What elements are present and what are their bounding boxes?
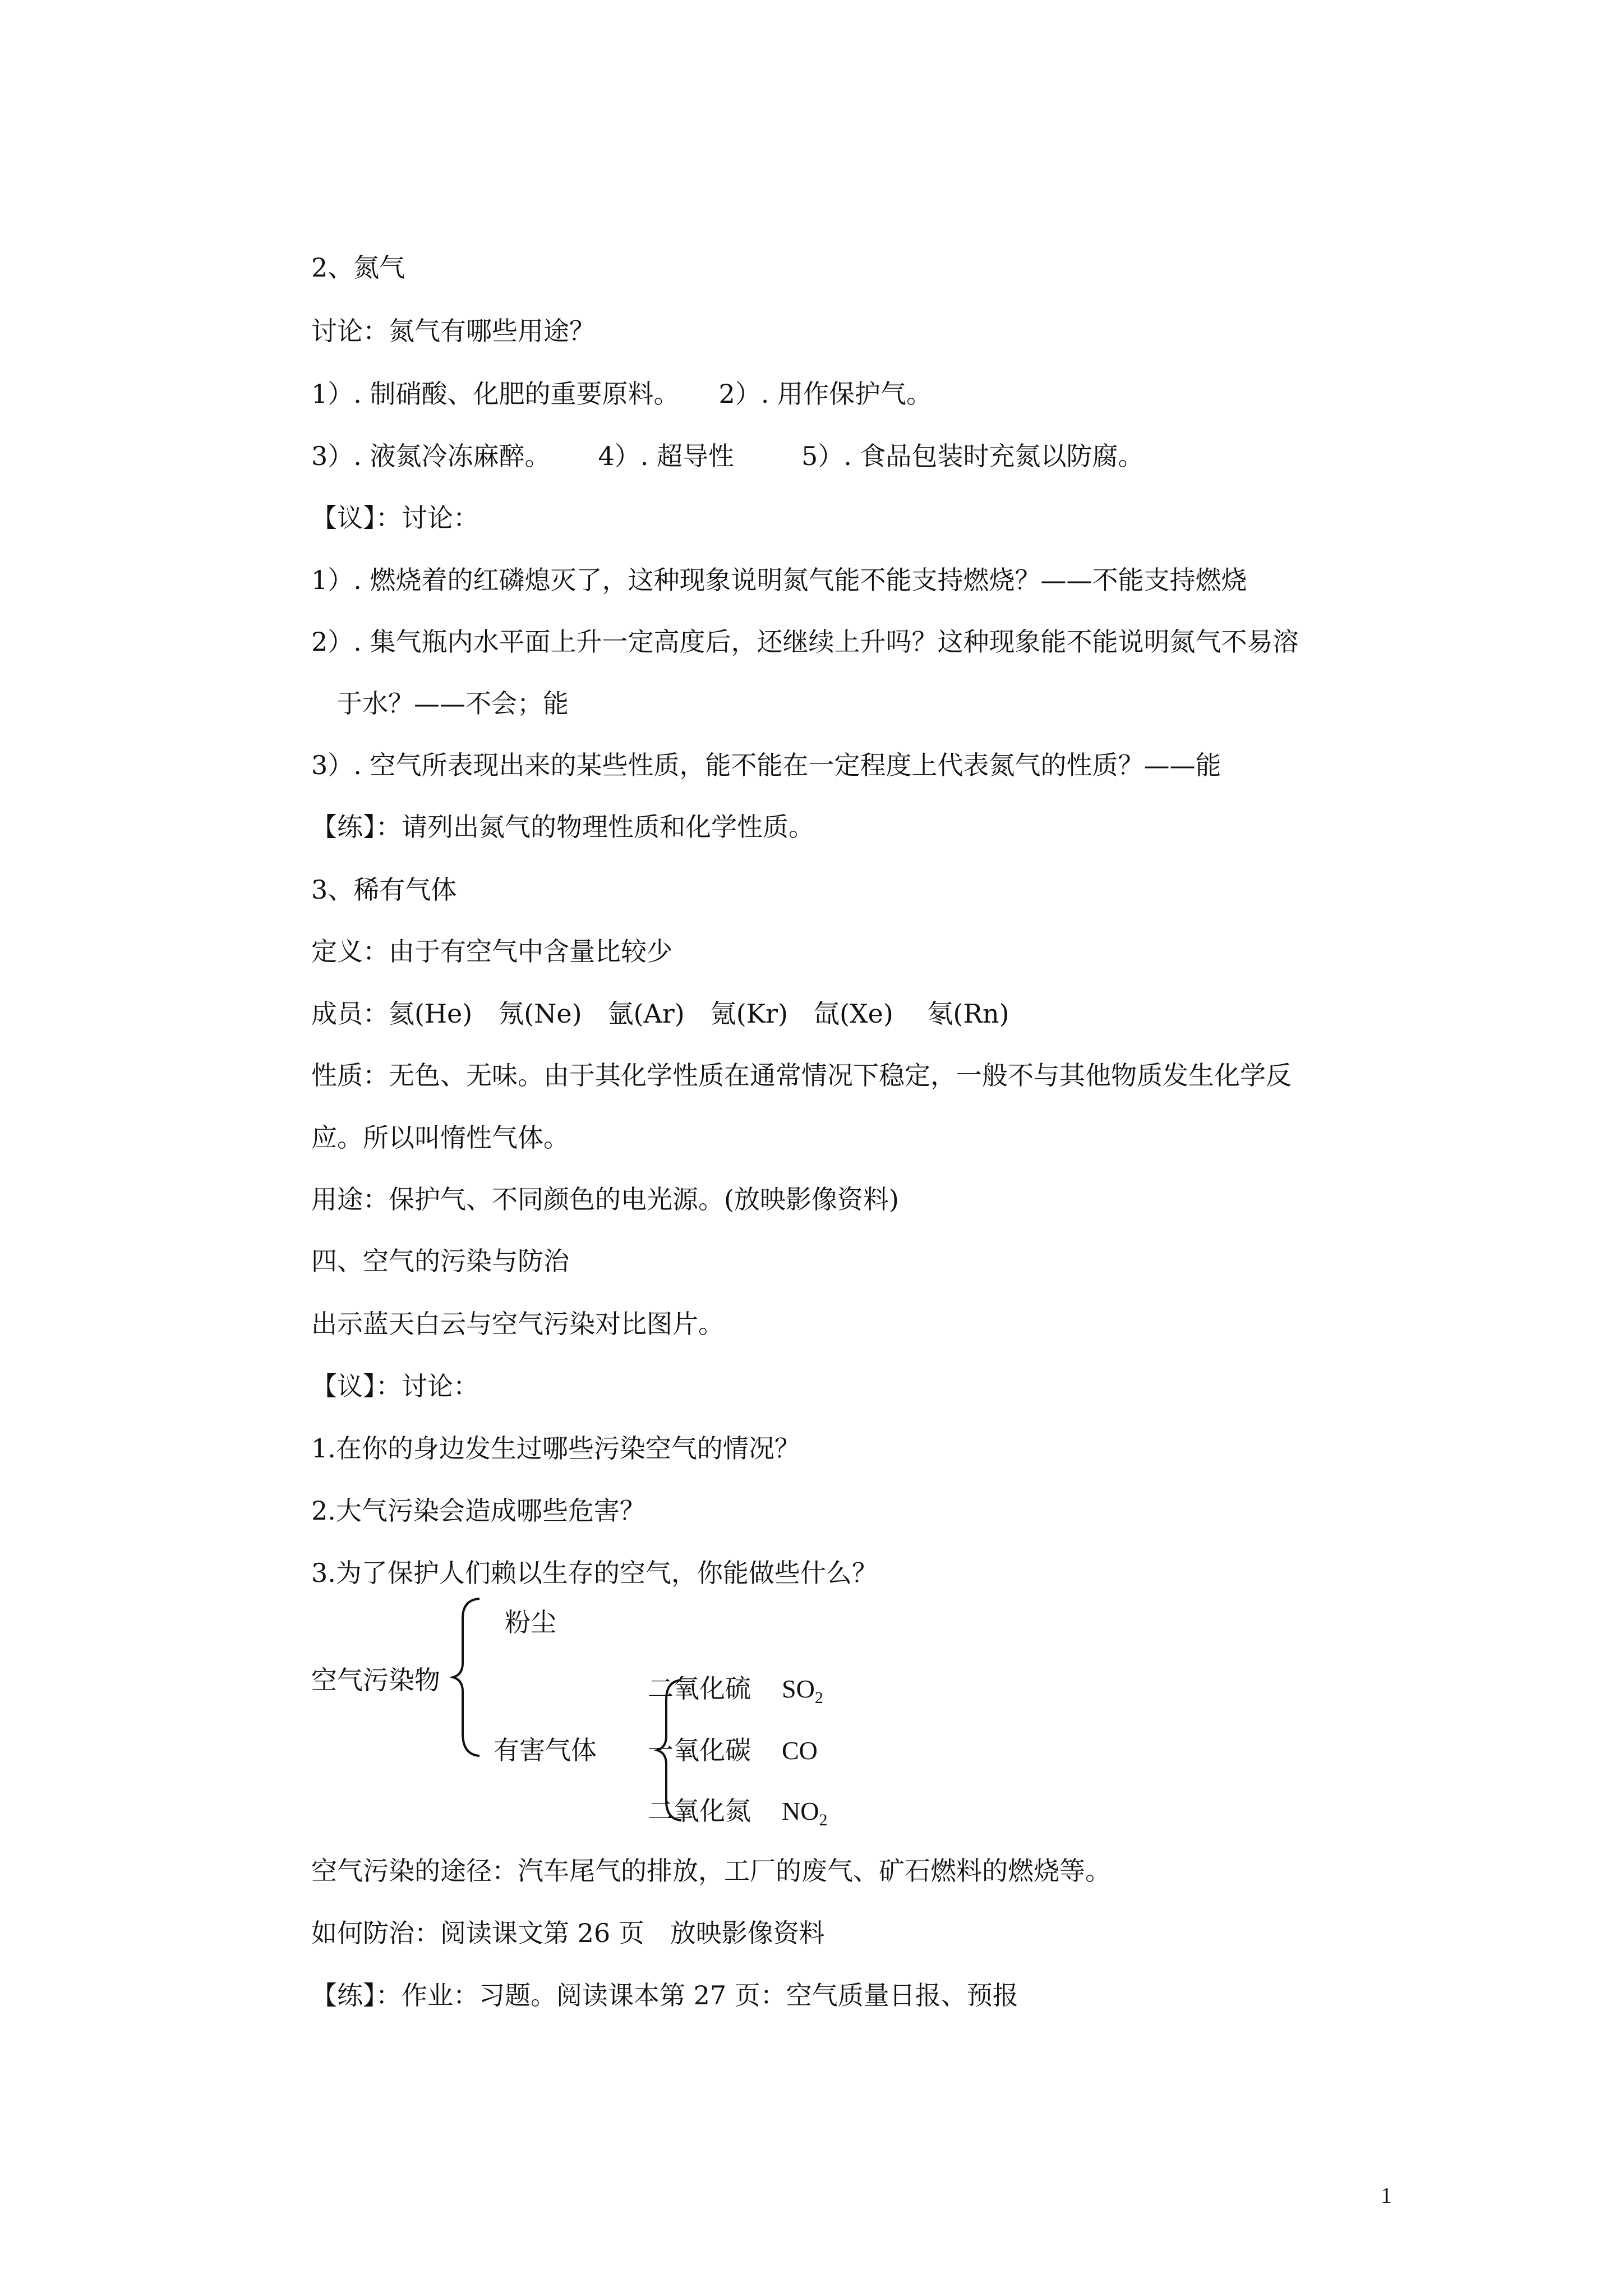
prevention: 如何防治：阅读课文第 26 页 放映影像资料 (311, 1918, 825, 1948)
pollution-question-1: 1.在你的身边发生过哪些污染空气的情况？ (311, 1433, 800, 1464)
practice-1: 【练】：请列出氮气的物理性质和化学性质。 (311, 812, 814, 842)
gas-row-no2 (648, 1794, 827, 1837)
definition: 定义：由于有空气中含量比较少 (311, 936, 672, 967)
tree-branch-harmful-gas: 有害气体 (494, 1735, 597, 1765)
page-number: 1 (1381, 2183, 1392, 2208)
gas-name-so2: 二氧化硫 (648, 1673, 751, 1704)
pollution-sources: 空气污染的途径：汽车尾气的排放，工厂的废气、矿石燃料的燃烧等。 (311, 1856, 1111, 1886)
use-item-3: 3）. 液氮冷冻麻醉。 (311, 441, 551, 471)
use-item-5: 5）. 食品包装时充氮以防腐。 (801, 441, 1144, 471)
heading-nitrogen: 2、氮气 (311, 252, 405, 283)
properties-continued: 应。所以叫惰性气体。 (311, 1122, 569, 1153)
question-1: 1）. 燃烧着的红磷熄灭了，这种现象说明氮气能不能支持燃烧？——不能支持燃烧 (311, 565, 1247, 595)
show-pictures: 出示蓝天白云与空气污染对比图片。 (311, 1309, 724, 1339)
use-item-1: 1）. 制硝酸、化肥的重要原料。 (311, 379, 680, 409)
question-2: 2）. 集气瓶内水平面上升一定高度后，还继续上升吗？这种现象能不能说明氮气不易溶 (311, 627, 1299, 657)
members: 成员：氦(He) 氖(Ne) 氩(Ar) 氪(Kr) 氙(Xe) 氡(Rn) (311, 999, 1009, 1029)
discuss-heading-1: 【议】：讨论： (311, 503, 479, 533)
tree-branch-dust: 粉尘 (505, 1607, 556, 1637)
use-item-2: 2）. 用作保护气。 (718, 379, 933, 409)
gas-formula-so2: $SO_2$ (782, 1674, 823, 1708)
gas-name-no2: 二氧化氮 (648, 1796, 751, 1826)
heading-noble-gases: 3、稀有气体 (311, 875, 457, 905)
noble-gas-uses: 用途：保护气、不同颜色的电光源。(放映影像资料) (311, 1184, 899, 1214)
pollution-question-3: 3.为了保护人们赖以生存的空气，你能做些什么？ (311, 1558, 878, 1588)
brace-outer (453, 1599, 479, 1756)
gas-formula-no2: $NO_2$ (782, 1797, 828, 1830)
gas-name-co: 一氧化碳 (648, 1735, 751, 1765)
gas-formula-co: CO (782, 1736, 818, 1765)
pollution-question-2: 2.大气污染会造成哪些危害？ (311, 1496, 645, 1526)
discussion-uses: 讨论：氮气有哪些用途？ (311, 316, 595, 346)
gas-row-co (648, 1733, 818, 1768)
question-3: 3）. 空气所表现出来的某些性质，能不能在一定程度上代表氮气的性质？——能 (311, 750, 1221, 780)
practice-2: 【练】：作业：习题。阅读课本第 27 页：空气质量日报、预报 (311, 1980, 1018, 2010)
use-item-4: 4）. 超导性 (598, 441, 735, 471)
tree-root: 空气污染物 (311, 1665, 440, 1695)
question-2-continued: 于水？——不会；能 (336, 688, 569, 719)
discuss-heading-2: 【议】：讨论： (311, 1371, 479, 1401)
properties: 性质：无色、无味。由于其化学性质在通常情况下稳定，一般不与其他物质发生化学反 (311, 1060, 1292, 1091)
gas-row-so2 (648, 1672, 823, 1715)
heading-pollution: 四、空气的污染与防治 (311, 1246, 569, 1276)
